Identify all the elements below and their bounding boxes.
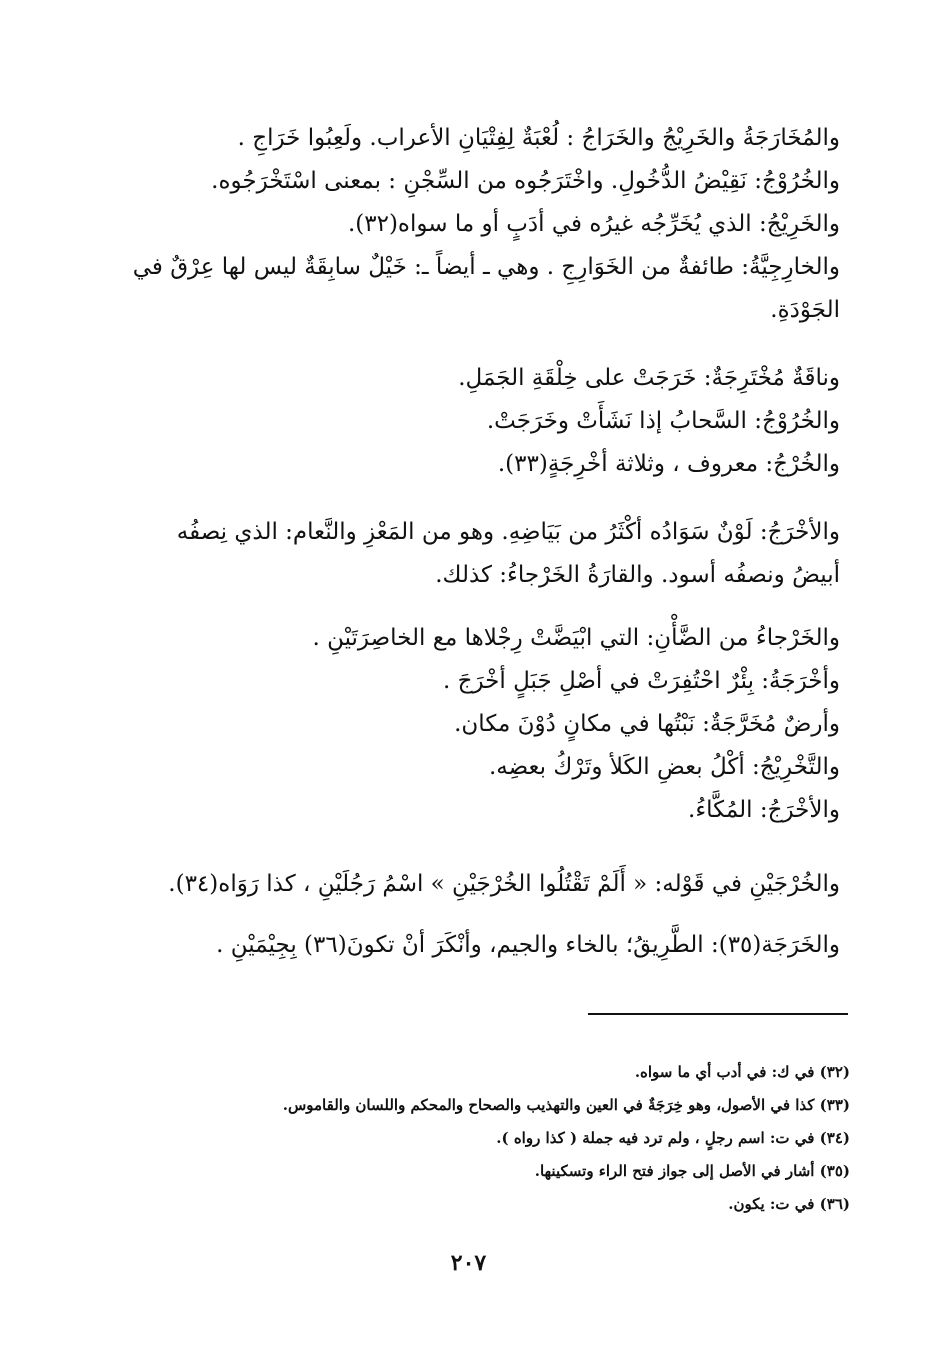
body-line: وأرضٌ مُخَرَّجَةٌ: نَبْتُها في مكانٍ دُوْنَ مكان.	[454, 711, 840, 737]
body-line: والخُرْجُ: معروف ، وثلاثة أخْرِجَةٍ(٣٣).	[497, 451, 840, 477]
body-line: والأخْرَجُ: المُكَّاءُ.	[688, 797, 840, 823]
body-line: والخُرْجَيْنِ في قَوْله: « أَلَمْ تَقْتُلُوا الخُرْجَيْنِ » اسْمُ رَجُلَيْنِ ، كذا رَوَاه(٣٤).	[168, 871, 840, 897]
footnote: (٣٢) في ك: في أدب أي ما سواه.	[634, 1063, 850, 1081]
body-line: والخُرُوْجُ: نَقِيْضُ الدُّخُولِ. واخْتَرَجُوه من السِّجْنِ : بمعنى اسْتَخْرَجُوه.	[211, 168, 840, 194]
body-line: وناقَةٌ مُخْتَرِجَةٌ: خَرَجَتْ على خِلْقَةِ الجَمَلِ.	[458, 365, 840, 391]
footnote: (٣٤) في ت: اسم رجلٍ ، ولم ترد فيه جملة ( كذا رواه ).	[496, 1129, 850, 1147]
body-line: والتَّخْرِيْجُ: أكْلُ بعضِ الكَلأ وتَرْكُ بعضِه.	[488, 754, 840, 780]
page-number: ٢٠٧	[450, 1250, 487, 1276]
body-line: والخُرُوْجُ: السَّحابُ إذا نَشَأَتْ وخَرَجَتْ.	[486, 408, 840, 434]
body-line: والخَرْجاءُ من الضَّأْنِ: التي ابْيَضَّتْ رِجْلاها مع الخاصِرَتَيْنِ .	[312, 625, 840, 651]
body-paragraph: والأخْرَجُ: لَوْنٌ سَوَادُه أكْثَرُ من بَيَاضِهِ. وهو من المَعْزِ والنَّعام: الذي نِصفُه أبيضُ ونصفُه أسود. والقارَةُ الخَرْجاءُ: كذلك.	[176, 519, 840, 588]
body-line: والمُخَارَجَةُ والخَرِيْجُ والخَرَاجُ : لُعْبَةٌ لِفِتْيَانِ الأعراب. ولَعِبُوا خَرَاجِ .	[237, 125, 840, 151]
body-line: وأخْرَجَةُ: بِئْرٌ احْتُفِرَتْ في أصْلِ جَبَلٍ أخْرَجَ .	[443, 668, 840, 694]
footnote-divider	[588, 1013, 848, 1015]
footnote: (٣٣) كذا في الأصول، وهو خِرَجَةٌ في العين والتهذيب والصحاح والمحكم واللسان والقاموس.	[282, 1096, 850, 1114]
footnote: (٣٦) في ت: يكون.	[728, 1195, 850, 1213]
body-line: والخَرِيْجُ: الذي يُخَرِّجُه غيرُه في أدَبٍ أو ما سواه(٣٢).	[347, 211, 840, 237]
footnote: (٣٥) أشار في الأصل إلى جواز فتح الراء وتسكينها.	[534, 1162, 850, 1180]
body-line: والخَرَجَة(٣٥): الطَّرِيقُ؛ بالخاء والجيم، وأنْكَرَ أنْ تكونَ(٣٦) بِجِيْمَيْنِ .	[216, 932, 840, 958]
body-paragraph: والخارِجِيَّةُ: طائفةٌ من الخَوَارِجِ . وهي ـ أيضاً ـ: خَيْلٌ سابِقَةٌ ليس لها عِرْقٌ في الجَوْدَةِ.	[132, 254, 840, 323]
